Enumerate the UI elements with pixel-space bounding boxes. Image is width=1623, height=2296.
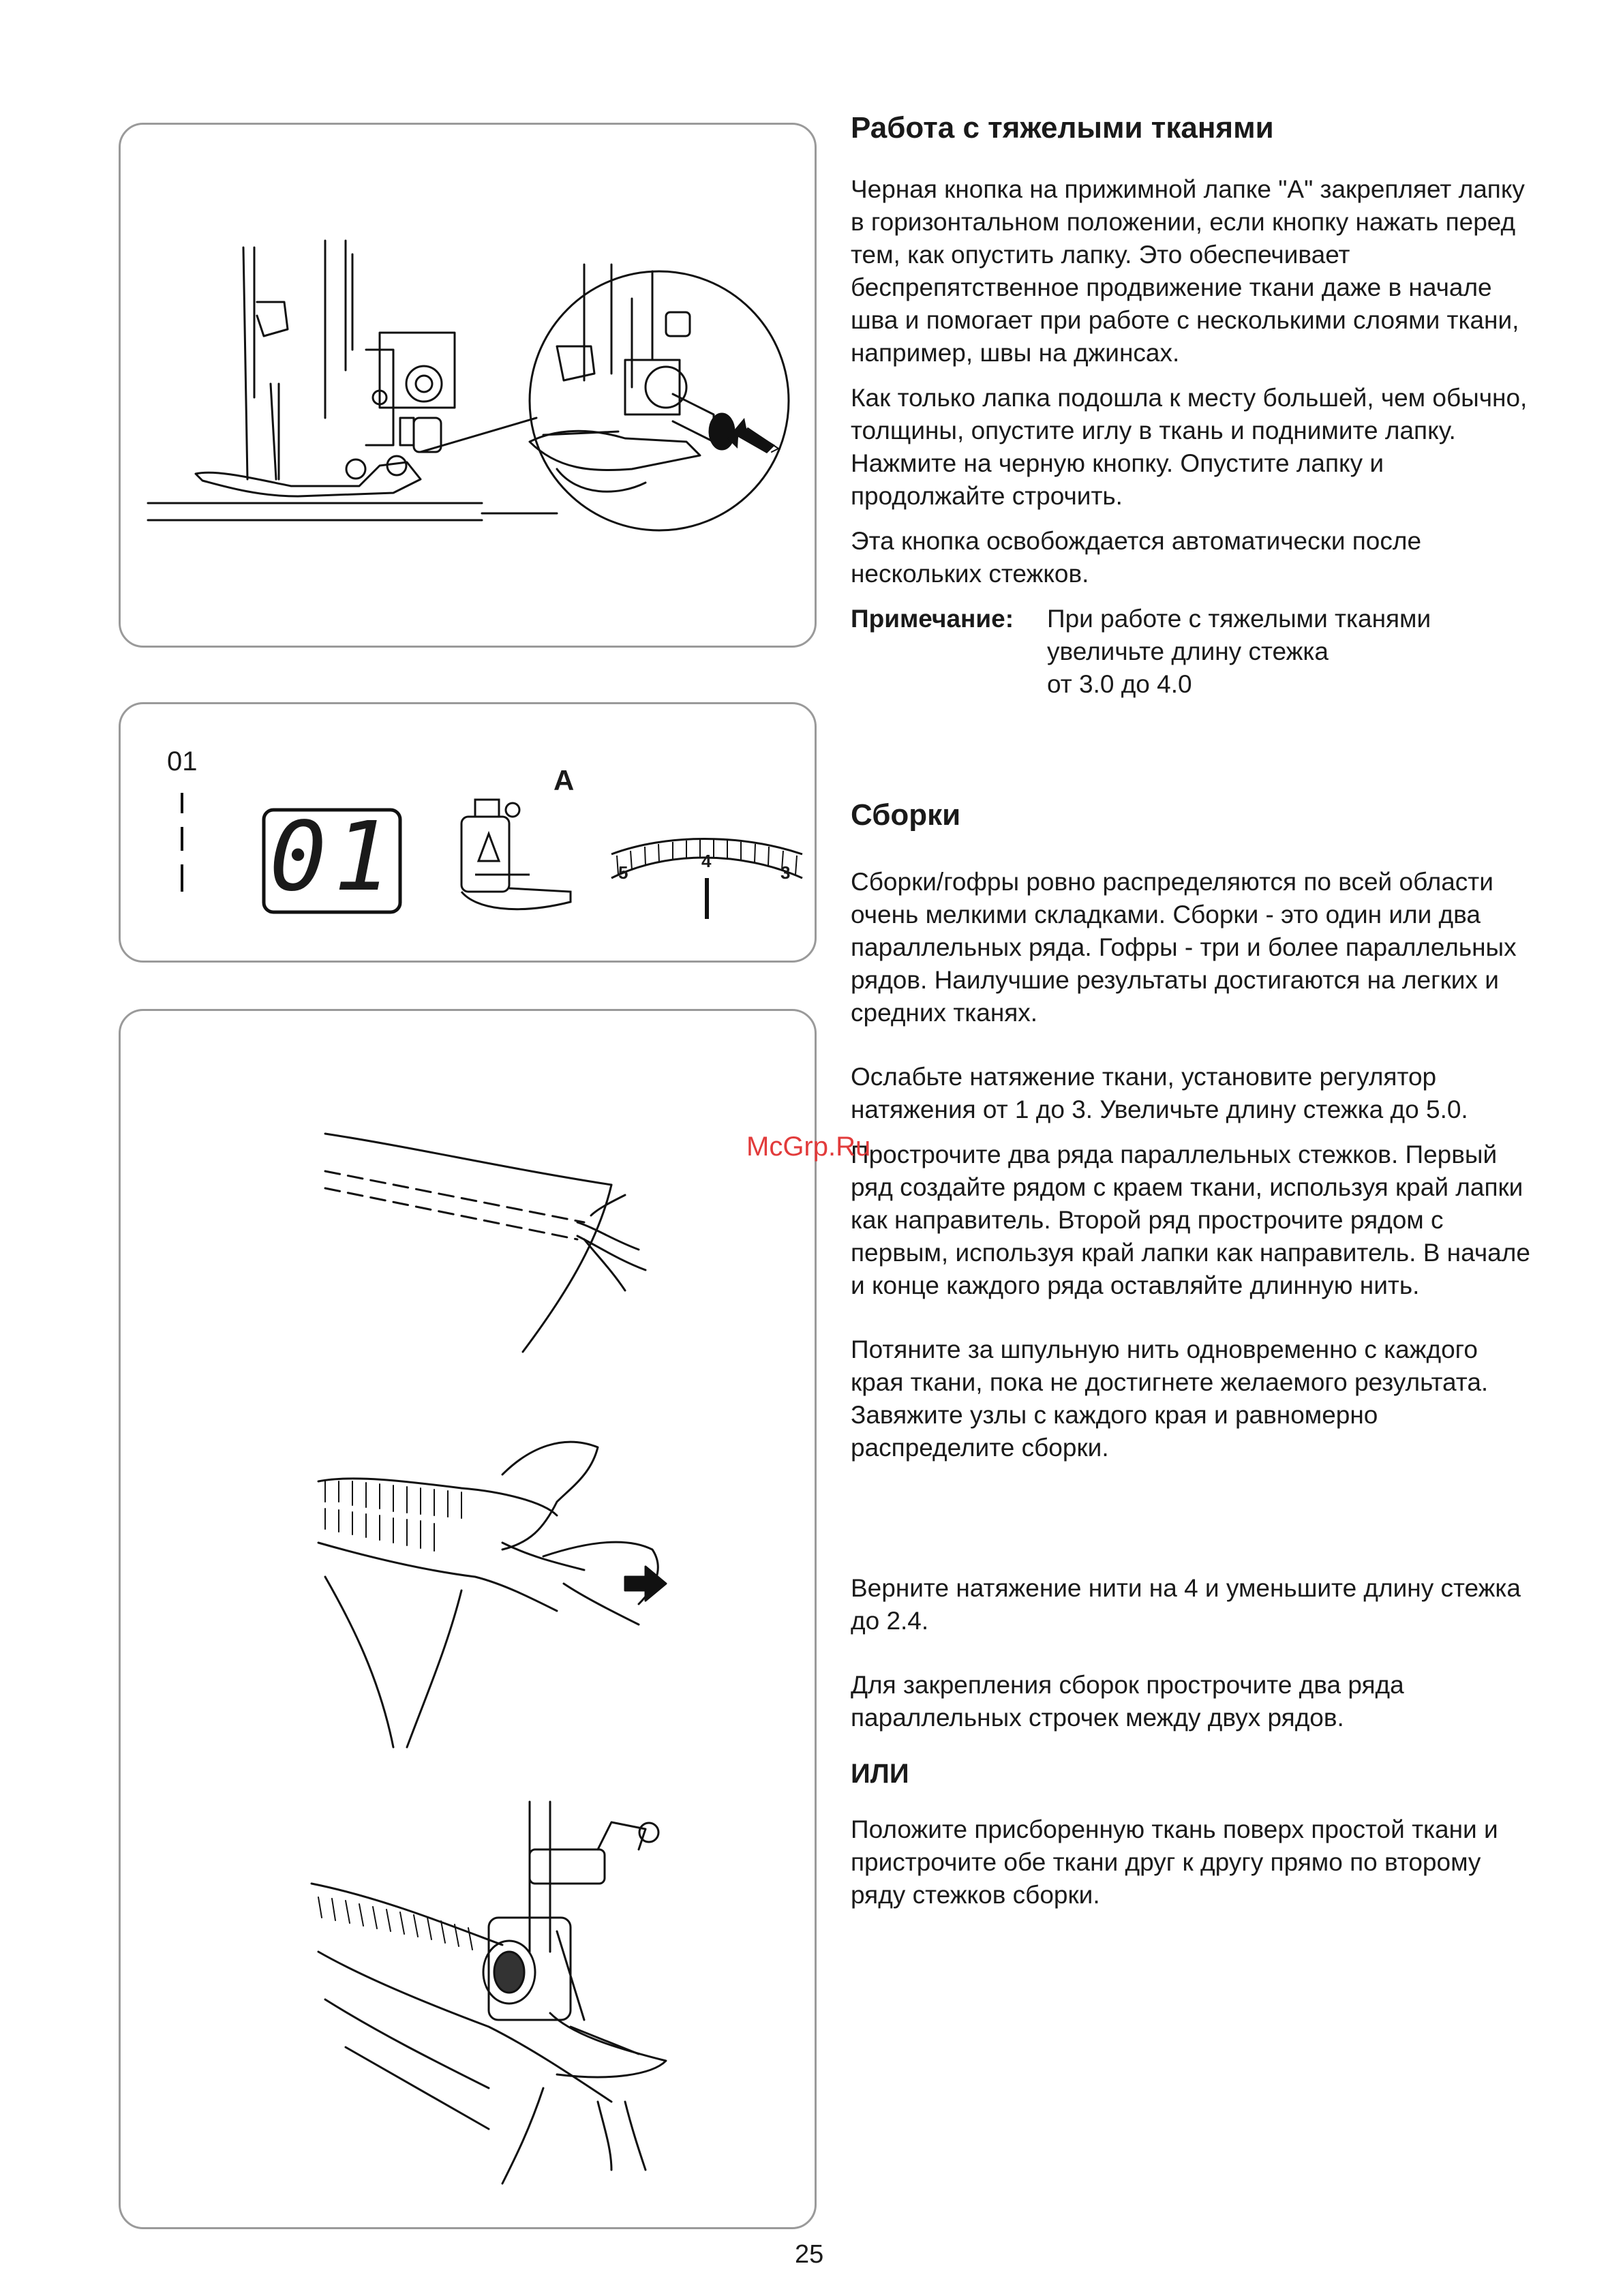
note-line-3: от 3.0 до 4.0 bbox=[1047, 670, 1192, 698]
or-label: ИЛИ bbox=[851, 1759, 909, 1789]
dial-mark-5: 5 bbox=[618, 862, 628, 883]
gathering-final-paragraph: Положите присборенную ткань поверх простой ткани и пристрочите обе ткани друг к другу прямо по второму ряду стежков сборки. bbox=[851, 1815, 1498, 1909]
heavy-fabrics-paragraph-2: Как только лапка подошла к месту большей, чем обычно, толщины, опустите иглу в ткань и поднимите лапку. Нажмите на черную кнопку. Опустите лапку и продолжайте строчить. bbox=[851, 384, 1528, 510]
pattern-number: 01 bbox=[167, 746, 198, 776]
heavy-fabrics-paragraph-3: Эта кнопка освобождается автоматически после нескольких стежков. bbox=[851, 527, 1422, 588]
two-row-stitch-illustration bbox=[325, 1134, 646, 1352]
heavy-fabric-illustration-panel bbox=[119, 123, 817, 648]
gathering-paragraph-6: Для закрепления сборок прострочите два ряда параллельных строчек между двух рядов. bbox=[851, 1671, 1404, 1732]
dial-mark-3: 3 bbox=[780, 862, 791, 883]
section-heavy-fabrics bbox=[851, 109, 1532, 701]
note-line-1: При работе с тяжелыми тканями bbox=[1047, 605, 1431, 633]
watermark: McGrp.Ru bbox=[746, 1132, 871, 1162]
stitch-settings-panel bbox=[119, 702, 817, 963]
section-title-heavy-fabrics: Работа с тяжелыми тканями bbox=[851, 111, 1274, 145]
heavy-fabrics-paragraph-1: Черная кнопка на прижимной лапке "А" закрепляет лапку в горизонтальном положении, если кнопку нажать перед тем, как опустить лапку. Это обеспечивает беспрепятственное продвижение ткани даже в начале шва и помогает при работе с несколькими слоями ткани, например, швы на джинсах. bbox=[851, 175, 1525, 367]
pulling-threads-illustration bbox=[318, 1442, 658, 1747]
section-title-gathering: Сборки bbox=[851, 798, 961, 832]
gathering-paragraph-5: Верните натяжение нити на 4 и уменьшите длину стежка до 2.4. bbox=[851, 1574, 1521, 1635]
dial-mark-4: 4 bbox=[701, 851, 712, 871]
gathering-illustration-panel bbox=[119, 1009, 817, 2229]
page-number: 25 bbox=[795, 2240, 824, 2269]
note-block bbox=[851, 603, 1532, 701]
gathering-paragraph-3: Прострочите два ряда параллельных стежков. Первый ряд создайте рядом с краем ткани, используя край лапки как направитель. Второй ряд прострочите рядом с первым, используя край лапки как направитель. В начале и конце каждого ряда оставляйте длинную нить. bbox=[851, 1141, 1530, 1299]
note-line-2: увеличьте длину стежка bbox=[1047, 637, 1329, 665]
gathering-paragraph-2: Ослабьте натяжение ткани, установите регулятор натяжения от 1 до 3. Увеличьте длину стежка до 5.0. bbox=[851, 1063, 1468, 1123]
settings-illustration bbox=[121, 704, 817, 963]
sewing-gathers-illustration bbox=[312, 1802, 666, 2184]
note-label: Примечание: bbox=[851, 605, 1014, 633]
presser-foot-illustration bbox=[121, 125, 817, 648]
gathering-paragraph-1: Сборки/гофры ровно распределяются по всей области очень мелкими складками. Сборки - это один или два параллельных ряда. Гофры - три и более параллельных рядов. Наилучшие результаты достигаются на легких и средних тканях. bbox=[851, 868, 1517, 1027]
gathering-paragraph-4: Потяните за шпульную нить одновременно с каждого края ткани, пока не достигнете желаемого результата. Завяжите узлы с каждого края и равномерно распределите сборки. bbox=[851, 1335, 1489, 1462]
foot-label: A bbox=[553, 764, 575, 796]
lcd-value: 01 bbox=[269, 802, 398, 913]
gathering-illustrations bbox=[121, 1011, 817, 2229]
note-text bbox=[1047, 603, 1431, 701]
presser-foot-a-icon bbox=[461, 800, 571, 909]
section-gathering bbox=[851, 796, 1532, 1912]
